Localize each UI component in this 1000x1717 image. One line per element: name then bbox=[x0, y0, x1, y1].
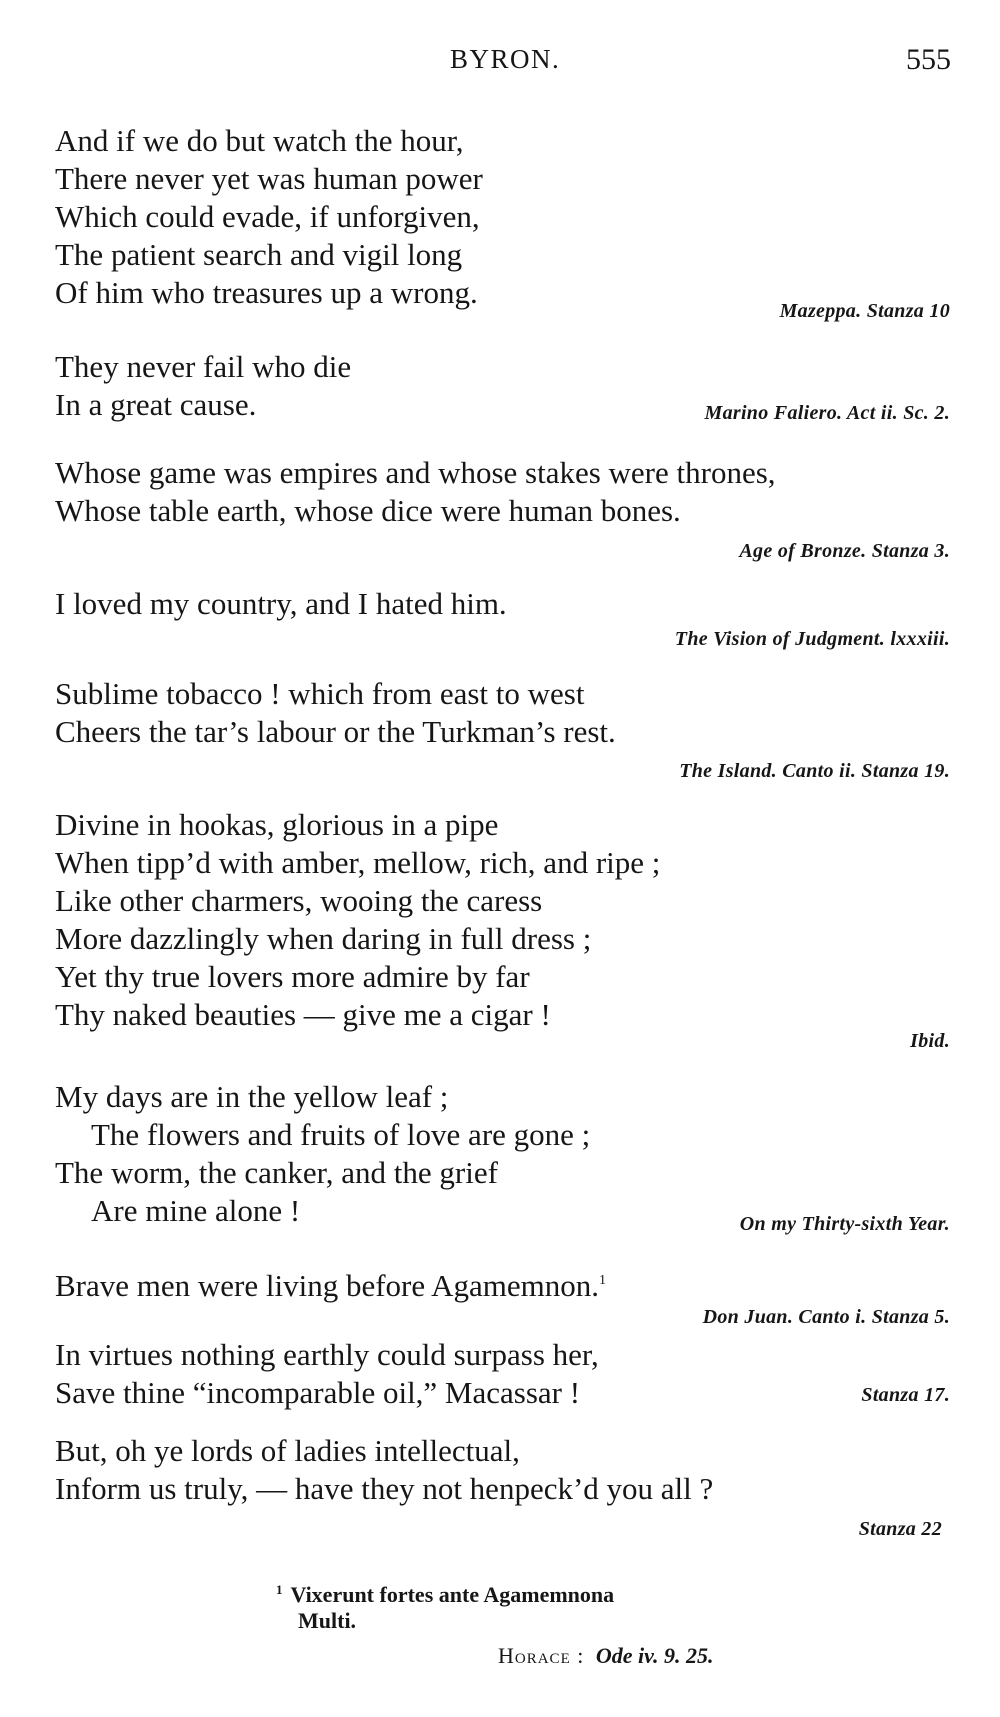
quote-don-juan bbox=[55, 1262, 606, 1305]
verse-line: There never yet was human power bbox=[55, 161, 483, 196]
footnote-marker: 1 bbox=[599, 1273, 607, 1288]
footnote-source bbox=[498, 1643, 714, 1669]
citation: On my Thirty-sixth Year. bbox=[739, 1213, 950, 1235]
verse-line: In a great cause. bbox=[55, 387, 257, 422]
footnote-line bbox=[276, 1582, 614, 1608]
verse-text: Brave men were living before Agamemnon. bbox=[55, 1268, 600, 1303]
verse-line: Cheers the tar’s labour or the Turkman’s rest. bbox=[55, 714, 616, 749]
quote-henpeck bbox=[55, 1432, 713, 1508]
verse-line: The patient search and vigil long bbox=[55, 237, 463, 272]
verse-line: Like other charmers, wooing the caress bbox=[55, 883, 543, 918]
verse-line: More dazzlingly when daring in full dress ; bbox=[55, 921, 592, 956]
verse-line: And if we do but watch the hour, bbox=[55, 123, 464, 158]
verse-line: But, oh ye lords of ladies intellectual, bbox=[55, 1433, 520, 1468]
citation: Stanza 17. bbox=[861, 1384, 950, 1406]
quote-the-island bbox=[55, 675, 616, 751]
verse-line: My days are in the yellow leaf ; bbox=[55, 1079, 449, 1114]
footnote-line: Multi. bbox=[298, 1608, 357, 1633]
footnote-mark: 1 bbox=[276, 1582, 283, 1597]
verse-line: Yet thy true lovers more admire by far bbox=[55, 959, 530, 994]
footnote-work: Ode iv. 9. 25. bbox=[595, 1643, 714, 1668]
footnote bbox=[276, 1582, 614, 1634]
citation: Marino Faliero. Act ii. Sc. 2. bbox=[704, 402, 950, 424]
citation: The Island. Canto ii. Stanza 19. bbox=[679, 760, 950, 782]
footnote-text: Vixerunt fortes ante Agamemnona bbox=[290, 1582, 615, 1607]
quote-vision-of-judgment bbox=[55, 585, 507, 623]
verse-line: The worm, the canker, and the grief bbox=[55, 1155, 498, 1190]
verse-line: Sublime tobacco ! which from east to west bbox=[55, 676, 585, 711]
citation: Age of Bronze. Stanza 3. bbox=[739, 540, 950, 562]
verse-line: Which could evade, if unforgiven, bbox=[55, 199, 480, 234]
running-head: BYRON. bbox=[450, 44, 561, 74]
verse-line: They never fail who die bbox=[55, 349, 352, 384]
verse-line bbox=[55, 1262, 606, 1305]
footnote-author: Horace : bbox=[498, 1643, 585, 1668]
quote-thirty-sixth-year bbox=[55, 1078, 590, 1230]
verse-line: In virtues nothing earthly could surpass her, bbox=[55, 1337, 599, 1372]
citation: Ibid. bbox=[910, 1030, 950, 1052]
verse-line: Of him who treasures up a wrong. bbox=[55, 275, 478, 310]
citation: The Vision of Judgment. lxxxiii. bbox=[674, 628, 950, 650]
verse-line: Divine in hookas, glorious in a pipe bbox=[55, 807, 499, 842]
verse-line: When tipp’d with amber, mellow, rich, and ripe ; bbox=[55, 845, 661, 880]
verse-line: Inform us truly, — have they not henpeck’d you all ? bbox=[55, 1471, 714, 1506]
quote-age-of-bronze bbox=[55, 454, 776, 530]
citation: Stanza 22 bbox=[858, 1518, 942, 1540]
verse-line: Whose table earth, whose dice were human bones. bbox=[55, 493, 681, 528]
quote-mazeppa bbox=[55, 122, 483, 312]
verse-line: Thy naked beauties — give me a cigar ! bbox=[55, 997, 551, 1032]
verse-line: Save thine “incomparable oil,” Macassar ! bbox=[55, 1375, 581, 1410]
verse-line: I loved my country, and I hated him. bbox=[55, 586, 507, 621]
citation: Mazeppa. Stanza 10 bbox=[779, 300, 950, 322]
verse-line: The flowers and fruits of love are gone ; bbox=[91, 1117, 591, 1152]
verse-line: Whose game was empires and whose stakes were thrones, bbox=[55, 455, 776, 490]
verse-line: Are mine alone ! bbox=[91, 1193, 301, 1228]
citation: Don Juan. Canto i. Stanza 5. bbox=[702, 1306, 950, 1328]
quote-marino-faliero bbox=[55, 348, 351, 424]
quote-macassar bbox=[55, 1336, 599, 1412]
page-number: 555 bbox=[906, 43, 951, 76]
quote-cigar bbox=[55, 806, 660, 1034]
